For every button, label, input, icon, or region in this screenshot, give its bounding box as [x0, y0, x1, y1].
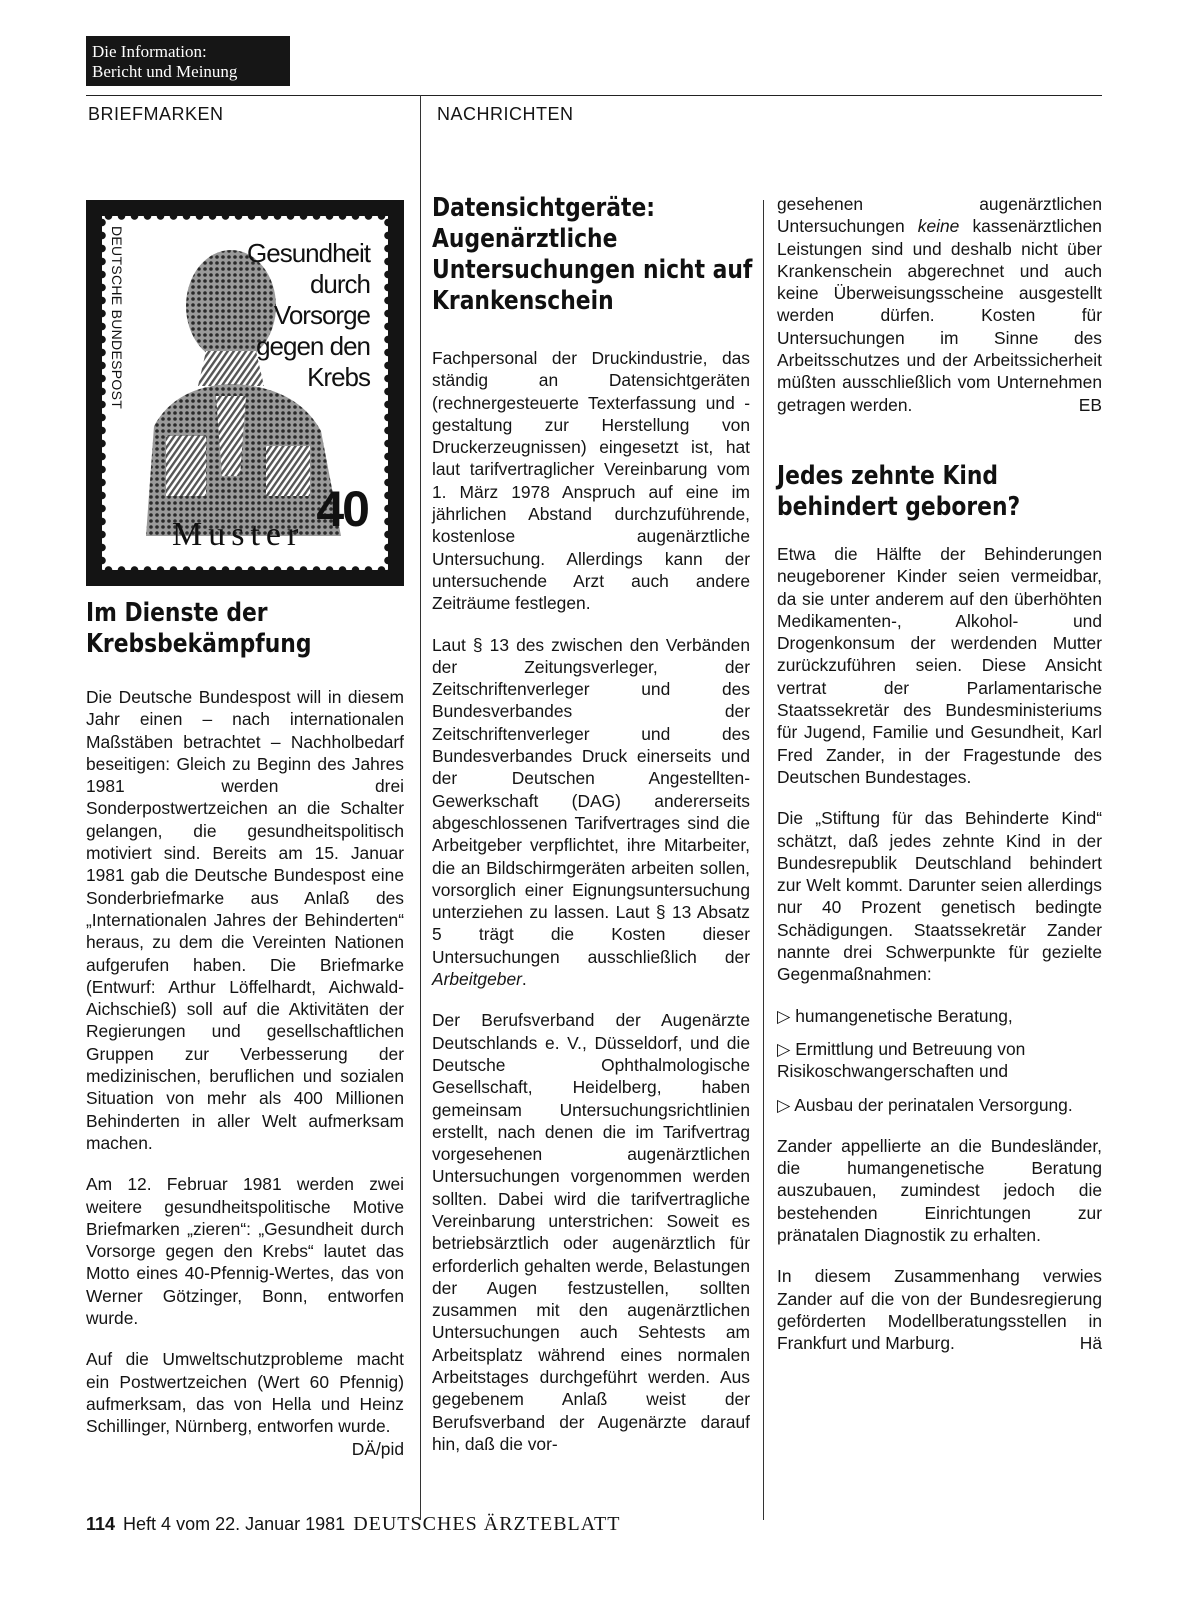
paragraph	[86, 1348, 404, 1459]
paragraph-text: Auf die Umweltschutzprobleme macht ein Postwertzeichen (Wert 60 Pfennig) aufmerksam, das von Hella und Heinz Schillinger, Nürnberg, entworfen wurde.	[86, 1349, 404, 1437]
title-line: Datensichtgeräte:	[432, 193, 656, 223]
emphasis-text: keine	[917, 216, 960, 237]
stamp-image	[86, 200, 404, 586]
paragraph: Die Deutsche Bundespost will in diesem Jahr einen – nach internationalen Maßstäben betrachtet – Nachholbedarf beseitigen: Gleich zu Beginn des Jahres 1981 werden drei Sonderpostwertzeichen an die Schalter gelangen, die gesundheitspolitisch motiviert sind. Bereits am 15. Januar 1981 gab die Deutsche Bundespost eine Sonderbriefmarke aus Anlaß des „Internationalen Jahres der Behinderten“ heraus, zu dem die Vereinten Nationen aufgerufen haben. Die Briefmarke (Entwurf: Arthur Löffelhardt, Aichwald-Aichschieß) soll auf die Aktivitäten der Regierungen und gesellschaftlichen Gruppen zur Verbesserung der medizinischen, beruflichen und sozialen Situation von mehr als 400 Millionen Behinderten in aller Welt aufmerksam machen.	[86, 687, 404, 1153]
paragraph: Der Berufsverband der Augenärzte Deutschlands e. V., Düsseldorf, und die Deutsche Ophthalmologische Gesellschaft, Heidelberg, haben gemeinsam Untersuchungsrichtlinien erstellt, nach denen die im Tarifvertrag vorgesehenen augenärztlichen Untersuchungen vorgenommen werden sollten. Dabei wird die tarifvertragliche Vereinbarung unterstrichen: Soweit es betriebsärztlich oder augenärztlich für erforderlich gehalten werde, Belastungen der Augen festzustellen, sollten zusammen mit den augenärztlichen Untersuchungen auch Sehtests am Arbeitsplatz während eines normalen Arbeitstages durchgeführt werden. Aus gegebenem Anlaß weist der Berufsverband der Augenärzte darauf hin, daß die vor-	[432, 1010, 750, 1454]
paragraph: Fachpersonal der Druckindustrie, das ständig an Datensichtgeräten (rechnergesteuerte Texterfassung und -gestaltung zur Herstellung von Druckerzeugnissen) eingesetzt ist, hat laut tarifvertraglicher Vereinbarung vom 1. März 1978 Anspruch auf eine im jährlichen Abstand durchzuführende, kostenlose augenärztliche Untersuchung. Allerdings kann der untersuchende Arzt auch andere Zeiträume festlegen.	[432, 348, 750, 614]
paragraph: Etwa die Hälfte der Behinderungen neugeborener Kinder seien vermeidbar, da sie unter anderem auf den überhöhten Medikamenten-, Alkohol- und Drogenkonsum der werdenden Mutter zurückzuführen seien. Diese Ansicht vertrat der Parlamentarische Staatssekretär des Bundesministeriums für Jugend, Familie und Gesundheit, Karl Fred Zander, in der Fragestunde des Deutschen Bundestages.	[777, 543, 1102, 787]
author-signature: EB	[1078, 394, 1102, 415]
title-line: Krebsbekämpfung	[86, 629, 312, 659]
paragraph	[432, 634, 750, 991]
stamp-perforation-left	[102, 216, 107, 570]
stamp-motto	[247, 238, 370, 393]
bullet-item: ▷ humangenetische Beratung,	[777, 1005, 1013, 1026]
paragraph: Am 12. Februar 1981 werden zwei weitere gesundheitspolitische Motive Briefmarken „zieren“: „Gesundheit durch Vorsorge gegen den Krebs“ lautet das Motto eines 40-Pfennig-Wertes, das von Werner Götzinger, Bonn, entworfen wurde.	[86, 1174, 404, 1329]
column-divider-2	[763, 200, 764, 1520]
title-line: Untersuchungen nicht auf	[432, 255, 753, 285]
bullet-item: ▷ Ermittlung und Betreuung von Risikoschwangerschaften und	[777, 1038, 1026, 1082]
paragraph-text: .	[521, 969, 527, 990]
title-line: Augenärztliche	[432, 224, 618, 254]
paragraph-text: gesehenen augenärztlichen Untersuchungen	[777, 194, 1102, 237]
paragraph: Die „Stiftung für das Behinderte Kind“ schätzt, daß jedes zehnte Kind in der Bundesrepublik Deutschland behindert zur Welt kommt. Darunter seien allerdings nur 40 Prozent genetisch bedingte Schädigungen. Staatssekretär Zander nannte drei Schwerpunkte für gezielte Gegenmaßnahmen:	[777, 808, 1102, 985]
paragraph-text: In diesem Zusammenhang verwies Zander auf die von der Bundesregierung geförderten Modellberatungsstellen in Frankfurt und Marburg.	[777, 1266, 1102, 1354]
paragraph-text: kassenärztlichen Leistungen sind und deshalb nicht über Krankenschein abgerechnet und auch keine Überweisungsscheine ausgestellt werden dürfen. Kosten für Untersuchungen im Sinne des Arbeitsschutzes und der Arbeitssicherheit müßten ausschließlich vom Unternehmen getragen werden.	[777, 216, 1102, 415]
stamp-motto-line: Vorsorge	[273, 300, 370, 330]
paragraph: Zander appellierte an die Bundesländer, die humangenetische Beratung auszubauen, zumindest jedoch die bestehenden Einrichtungen zur pränatalen Diagnostik zu erhalten.	[777, 1135, 1102, 1245]
stamp-overprint: Muster	[172, 516, 305, 553]
stamp-motto-line: durch	[309, 269, 370, 299]
author-signature: Hä	[1079, 1333, 1102, 1354]
article-title	[432, 193, 753, 317]
title-line: Im Dienste der	[86, 598, 268, 628]
page-footer	[86, 1513, 620, 1536]
section-label-left: BRIEFMARKEN	[88, 104, 224, 124]
article-title	[777, 461, 1050, 523]
section-label-right: NACHRICHTEN	[437, 104, 574, 124]
paragraph-continued	[777, 193, 1102, 416]
stamp-motto-line: Gesundheit	[247, 238, 370, 268]
stamp-motto-line: gegen den	[256, 331, 370, 361]
title-line: Jedes zehnte Kind	[777, 460, 999, 491]
stamp-value: 40	[316, 481, 368, 537]
masthead-line-2: Bericht und Meinung	[92, 62, 238, 81]
stamp-issuer-text: DEUTSCHE BUNDESPOST	[109, 226, 125, 410]
journal-name: DEUTSCHES ÄRZTEBLATT	[353, 1513, 621, 1535]
stamp-perforation-top	[102, 216, 388, 221]
page-number: 114	[86, 1514, 116, 1534]
title-line: Krankenschein	[432, 286, 614, 316]
masthead-line-1: Die Information:	[92, 42, 207, 61]
author-signature: DÄ/pid	[351, 1438, 404, 1459]
stamp-motto-line: Krebs	[307, 362, 370, 392]
stamp-perforation-bottom	[102, 565, 388, 570]
masthead	[86, 36, 290, 86]
emphasis-text: Arbeitgeber	[432, 969, 522, 990]
bullet-item: ▷ Ausbau der perinatalen Versorgung.	[777, 1094, 1073, 1115]
paragraph-text: Laut § 13 des zwischen den Verbänden der Zeitungsverleger, der Zeitschriftenverleger und des Bundesverbandes der Zeitschriftenverleger und des Bundesverbandes Druck einerseits und der Deutschen Angestellten-Gewerkschaft (DAG) andererseits abgeschlossenen Tarifvertrages sind die Arbeitgeber verpflichtet, ihre Mitarbeiter, die an Bildschirmgeräten arbeiten sollen, vorsorglich einer Eignungsuntersuchung unterziehen zu lassen. Laut § 13 Absatz 5 trägt die Kosten dieser Untersuchungen ausschließlich der	[432, 634, 750, 967]
article-stamps	[86, 598, 404, 1460]
article-title	[86, 598, 353, 660]
issue-info: Heft 4 vom 22. Januar 1981	[123, 1514, 346, 1534]
column-divider-1	[420, 95, 421, 1520]
paragraph	[777, 1265, 1102, 1354]
stamp-perforation-right	[383, 216, 388, 570]
top-rule	[86, 95, 1102, 96]
article-column-3	[777, 193, 1102, 1354]
title-line: behindert geboren?	[777, 491, 1021, 522]
article-display-devices	[432, 193, 753, 1474]
